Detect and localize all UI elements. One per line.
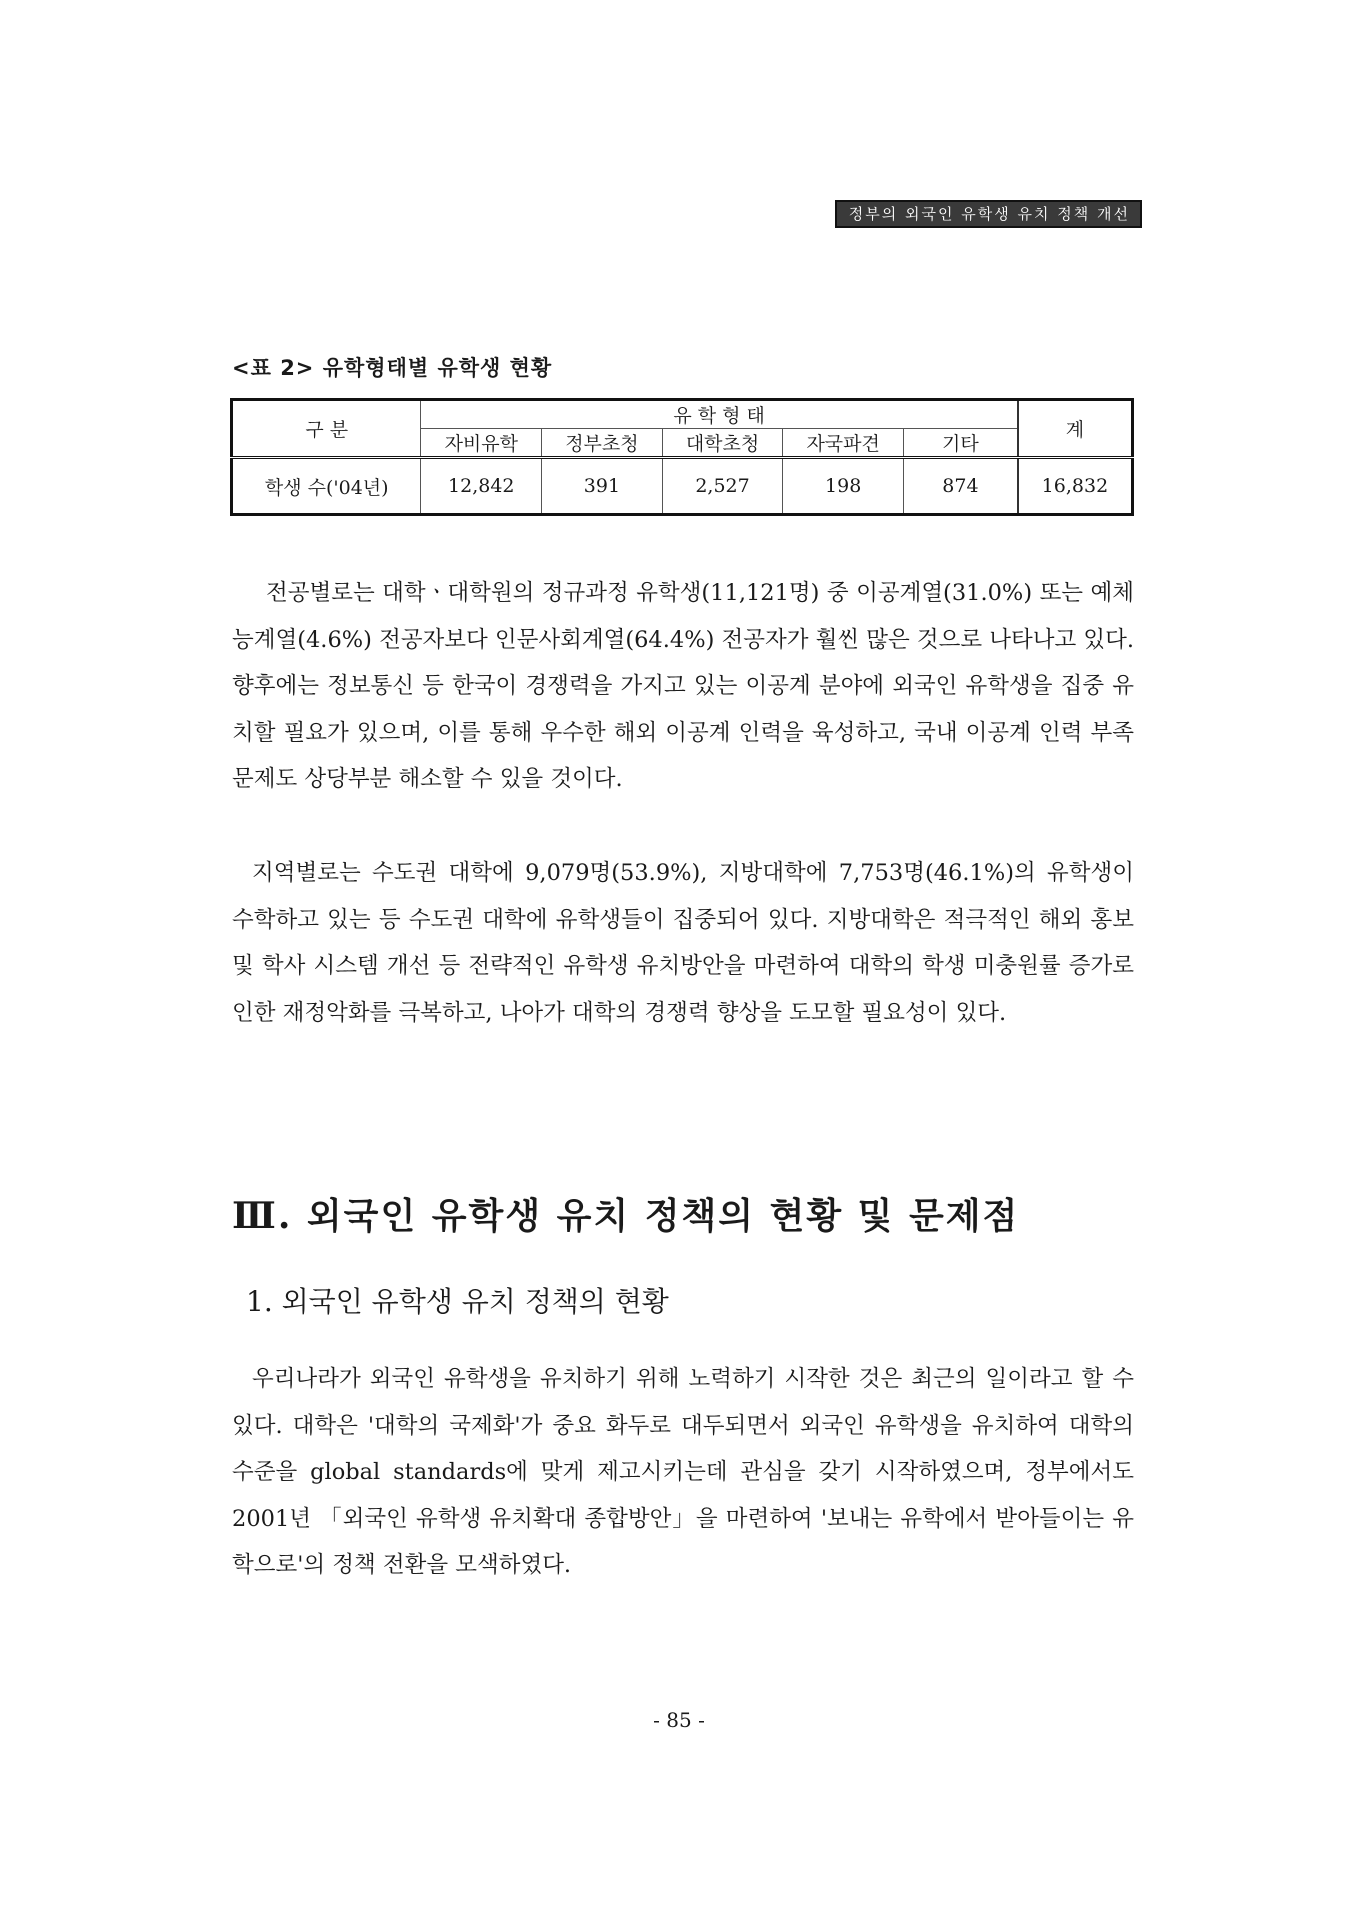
paragraph-major-field: 전공별로는 대학ㆍ대학원의 정규과정 유학생(11,121명) 중 이공계열(31.0%) 또는 예체능계열(4.6%) 전공자보다 인문사회계열(64.4%) 전공자가 훨씬 많은 것으로 나타나고 있다. 향후에는 정보통신 등 한국이 경쟁력을 가지고 있는 이공계 분야에 외국인 유학생을 집중 유치할 필요가 있으며, 이를 통해 우수한 해외 이공계 인력을 육성하고, 국내 이공계 인력 부족문제도 상당부분 해소할 수 있을 것이다.: [232, 580, 1134, 793]
page-number: - 85 -: [653, 1708, 705, 1732]
value-cell: 391: [542, 458, 663, 515]
value-cell: 12,842: [421, 458, 542, 515]
column-header: 기타: [903, 429, 1017, 458]
value-cell: 198: [783, 458, 904, 515]
study-type-table: [230, 398, 1134, 516]
row-header-cell: 구 분: [232, 400, 421, 458]
paragraph-policy-history: 우리나라가 외국인 유학생을 유치하기 위해 노력하기 시작한 것은 최근의 일이라고 할 수 있다. 대학은 '대학의 국제화'가 중요 화두로 대두되면서 외국인 유학생을 유치하여 대학의 수준을 global standards에 맞게 제고시키는데 관심을 갖기 시작하였으며, 정부에서도 2001년 「외국인 유학생 유치확대 종합방안」을 마련하여 '보내는 유학에서 받아들이는 유학으로'의 정책 전환을 모색하였다.: [232, 1366, 1134, 1579]
paragraph-regional: 지역별로는 수도권 대학에 9,079명(53.9%), 지방대학에 7,753명(46.1%)의 유학생이 수학하고 있는 등 수도권 대학에 유학생들이 집중되어 있다. 지방대학은 적극적인 해외 홍보 및 학사 시스템 개선 등 전략적인 유학생 유치방안을 마련하여 대학의 학생 미충원률 증가로 인한 재정악화를 극복하고, 나아가 대학의 경쟁력 향상을 도모할 필요성이 있다.: [232, 860, 1134, 1026]
column-header: 대학초청: [662, 429, 783, 458]
total-header-cell: 계: [1018, 400, 1133, 458]
value-cell: 2,527: [662, 458, 783, 515]
table-row: [232, 458, 1133, 515]
row-label-cell: 학생 수('04년): [232, 458, 421, 515]
table-caption: <표 2> 유학형태별 유학생 현황: [232, 356, 553, 380]
column-header: 자국파견: [783, 429, 904, 458]
column-header: 자비유학: [421, 429, 542, 458]
column-header: 정부초청: [542, 429, 663, 458]
subsection-title: 1. 외국인 유학생 유치 정책의 현황: [246, 1285, 669, 1318]
section-title: Ⅲ. 외국인 유학생 유치 정책의 현황 및 문제점: [232, 1195, 1020, 1237]
running-header: 정부의 외국인 유학생 유치 정책 개선: [835, 200, 1142, 228]
value-cell: 874: [903, 458, 1017, 515]
group-header-cell: 유 학 형 태: [421, 400, 1018, 429]
total-value-cell: 16,832: [1018, 458, 1133, 515]
